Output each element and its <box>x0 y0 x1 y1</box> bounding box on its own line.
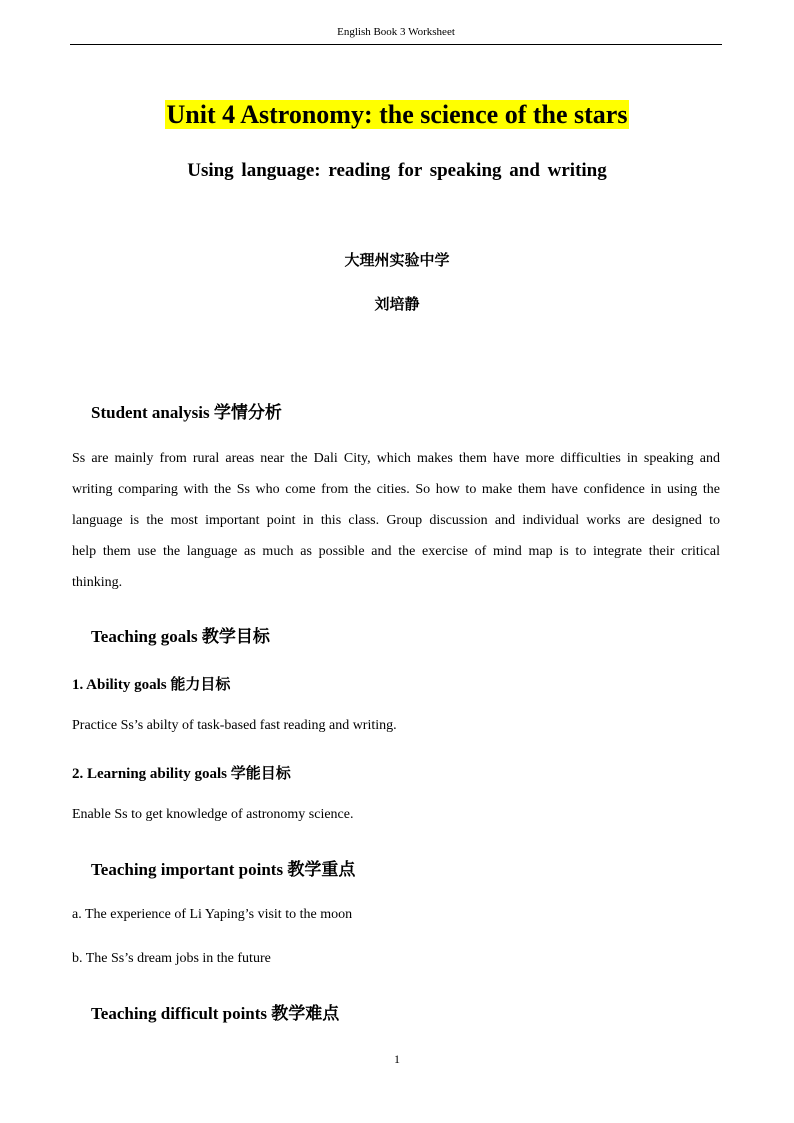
heading-text-cn: 能力目标 <box>170 675 231 693</box>
document-subtitle: Using language: reading for speaking and writing <box>187 160 607 181</box>
list-item: b. The Ss’s dream jobs in the future <box>72 951 271 966</box>
heading-text: 2. Learning ability goals <box>72 766 231 782</box>
heading-text: Teaching difficult points <box>91 1004 272 1023</box>
page-number: 1 <box>394 1052 400 1066</box>
heading-learning-goals <box>72 762 291 783</box>
heading-text: Teaching important points <box>91 860 288 879</box>
heading-difficult-points <box>91 999 339 1024</box>
document-title <box>0 100 794 130</box>
ability-goals-text: Practice Ss’s abilty of task-based fast reading and writing. <box>72 718 397 733</box>
heading-text: Teaching goals <box>91 627 202 646</box>
heading-text-cn: 学能目标 <box>230 764 291 782</box>
heading-text-cn: 教学难点 <box>271 1004 340 1024</box>
heading-text: 1. Ability goals <box>72 677 171 693</box>
school-name: 大理州实验中学 <box>344 251 450 269</box>
heading-text-cn: 教学重点 <box>287 860 356 880</box>
heading-ability-goals <box>72 673 230 694</box>
heading-teaching-goals <box>91 622 270 647</box>
highlighted-title-text: Unit 4 Astronomy: the science of the stars <box>166 100 628 129</box>
list-item: a. The experience of Li Yaping’s visit to the moon <box>72 907 353 922</box>
learning-goals-text: Enable Ss to get knowledge of astronomy science. <box>72 807 354 822</box>
heading-text: Student analysis <box>91 403 214 422</box>
page-header: English Book 3 Worksheet <box>337 26 455 38</box>
author-name: 刘培静 <box>374 295 420 313</box>
heading-important-points <box>91 855 355 880</box>
heading-student-analysis <box>91 398 282 423</box>
heading-text-cn: 教学目标 <box>201 627 270 647</box>
student-analysis-paragraph: Ss are mainly from rural areas near the Dali City, which makes them have more difficulties in speaking and writing comparing with the Ss who come from the cities. So how to make them have confidence in using the language is the most important point in this class. Group discussion and individual works are designed to help them use the language as much as possible and the exercise of mind map is to integrate their critical thinking. <box>72 451 720 590</box>
header-divider <box>70 44 722 45</box>
heading-text-cn: 学情分析 <box>213 403 282 423</box>
